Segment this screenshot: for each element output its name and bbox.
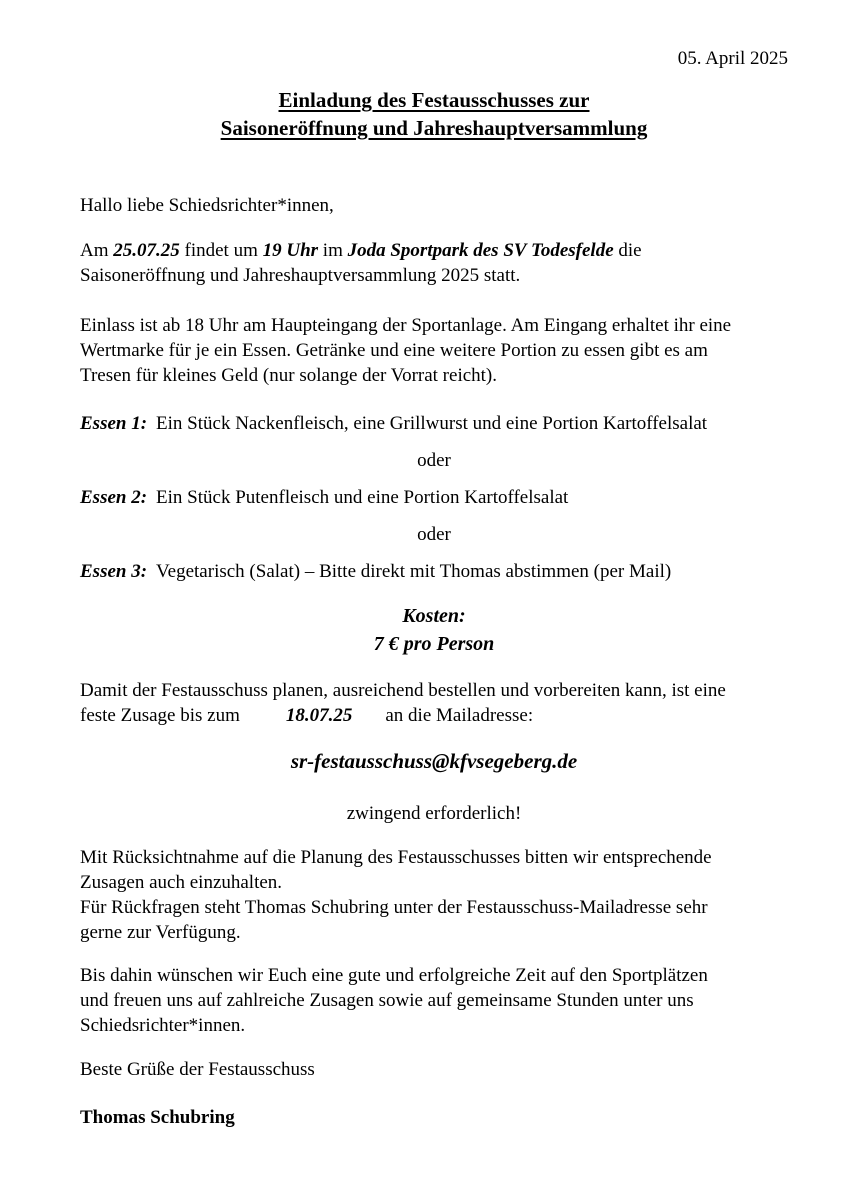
meal-3-text: Vegetarisch (Salat) – Bitte direkt mit Thomas abstimmen (per Mail): [156, 561, 672, 582]
greeting: Hallo liebe Schiedsrichter*innen,: [80, 195, 334, 216]
planning-line-3: Für Rückfragen steht Thomas Schubring unter der Festausschuss-Mailadresse sehr: [80, 897, 708, 918]
meal-option-1: [80, 411, 788, 436]
meal-separator: oder: [417, 524, 451, 545]
closing-line-1: Bis dahin wünschen wir Euch eine gute und erfolgreiche Zeit auf den Sportplätzen: [80, 965, 708, 986]
meal-2-text: Ein Stück Putenfleisch und eine Portion Kartoffelsalat: [156, 487, 569, 508]
meal-option-2: [80, 485, 788, 510]
cost-block: [80, 602, 788, 658]
deadline-line-2: feste Zusage bis zum 18.07.25 an die Mailadresse:: [80, 705, 534, 726]
meal-1-text: Ein Stück Nackenfleisch, eine Grillwurst und eine Portion Kartoffelsalat: [156, 413, 708, 434]
cost-amount: 7 € pro Person: [373, 633, 495, 655]
admission-paragraph: [80, 313, 788, 388]
meal-3-label: Essen 3:: [80, 561, 148, 582]
closing-paragraph: [80, 963, 788, 1038]
cost-heading: Kosten:: [402, 605, 466, 627]
admission-line-1: Einlass ist ab 18 Uhr am Haupteingang der Sportanlage. Am Eingang erhaltet ihr eine: [80, 315, 732, 336]
planning-line-4: gerne zur Verfügung.: [80, 922, 241, 943]
intro-paragraph: [80, 238, 788, 288]
signature-name: Thomas Schubring: [80, 1107, 235, 1128]
intro-line-2: Saisoneröffnung und Jahreshauptversammlung 2025 statt.: [80, 265, 521, 286]
title-line-2: Saisoneröffnung und Jahreshauptversammlung: [220, 116, 648, 140]
deadline-paragraph: [80, 678, 788, 728]
closing-line-3: Schiedsrichter*innen.: [80, 1015, 246, 1036]
required-note: zwingend erforderlich!: [346, 803, 522, 824]
admission-line-2: Wertmarke für je ein Essen. Getränke und eine weitere Portion zu essen gibt es am: [80, 340, 708, 361]
meal-option-3: [80, 559, 788, 584]
admission-line-3: Tresen für kleines Geld (nur solange der Vorrat reicht).: [80, 365, 498, 386]
deadline-date: 18.07.25: [285, 705, 353, 726]
planning-line-2: Zusagen auch einzuhalten.: [80, 872, 283, 893]
meal-1-label: Essen 1:: [80, 413, 148, 434]
intro-line-1: Am 25.07.25 findet um 19 Uhr im Joda Sportpark des SV Todesfelde die: [80, 240, 642, 261]
regards-line: Beste Grüße der Festausschuss: [80, 1059, 315, 1080]
event-time: 19 Uhr: [262, 240, 319, 261]
event-date: 25.07.25: [113, 240, 180, 261]
deadline-line-1: Damit der Festausschuss planen, ausreichend bestellen und vorbereiten kann, ist eine: [80, 680, 726, 701]
document-date: 05. April 2025: [677, 48, 788, 69]
meal-separator: oder: [417, 450, 451, 471]
closing-line-2: und freuen uns auf zahlreiche Zusagen sowie auf gemeinsame Stunden unter uns: [80, 990, 694, 1011]
meal-2-label: Essen 2:: [80, 487, 148, 508]
event-venue: Joda Sportpark des SV Todesfelde: [347, 240, 614, 261]
planning-paragraph: [80, 845, 788, 945]
document-title: [80, 86, 788, 142]
contact-email: sr-festausschuss@kfvsegeberg.de: [290, 749, 578, 773]
planning-line-1: Mit Rücksichtnahme auf die Planung des Festausschusses bitten wir entsprechende: [80, 847, 712, 868]
title-line-1: Einladung des Festausschusses zur: [278, 88, 590, 112]
